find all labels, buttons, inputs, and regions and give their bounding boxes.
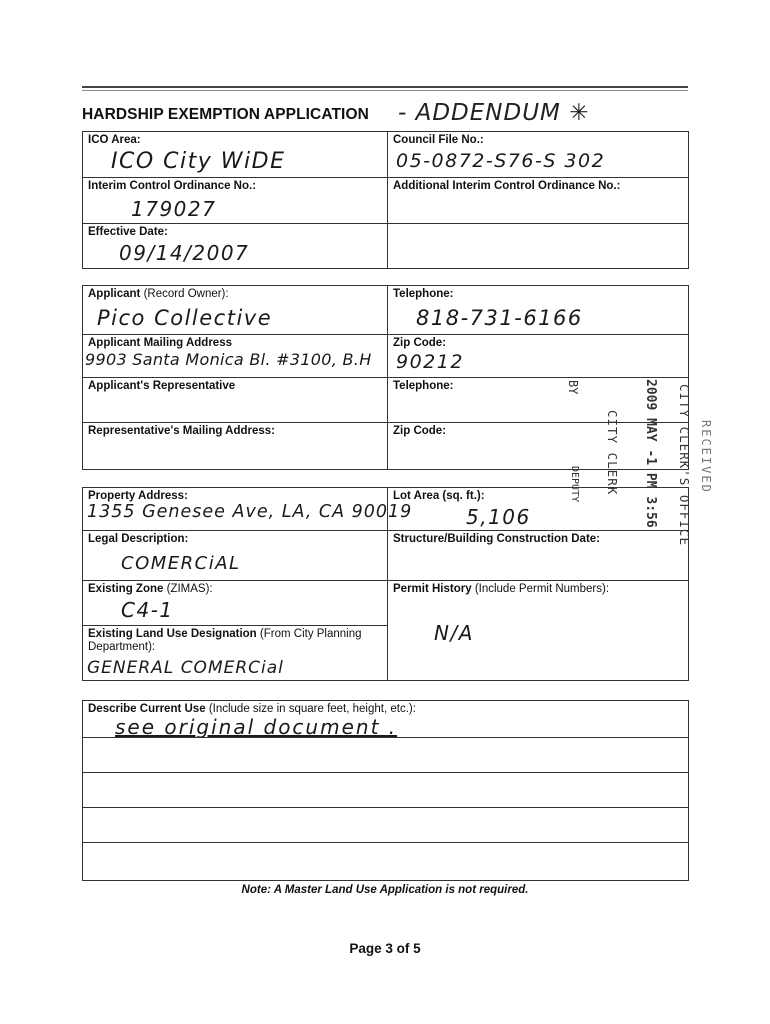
additional-ordinance-label: Additional Interim Control Ordinance No.:: [393, 180, 621, 192]
top-rule-thin: [82, 90, 688, 91]
stamp-by: BY: [566, 380, 580, 395]
council-file-label: Council File No.:: [393, 134, 484, 146]
zone-value: C4-1: [121, 598, 174, 622]
structure-label: Structure/Building Construction Date:: [393, 533, 600, 545]
stamp-received: RECEIVED: [699, 420, 713, 494]
page-number: Page 3 of 5: [349, 941, 421, 956]
telephone-label: Telephone:: [393, 288, 454, 300]
current-use-label: Describe Current Use (Include size in square feet, height, etc.):: [88, 703, 416, 715]
zone-label: Existing Zone (ZIMAS):: [88, 583, 213, 595]
property-value: 1355 Genesee Ave, LA, CA 90019: [87, 502, 413, 522]
current-use-line-3[interactable]: [82, 772, 689, 808]
effective-date-cell[interactable]: [82, 223, 388, 269]
property-cell[interactable]: [82, 487, 413, 531]
applicant-value: Pico Collective: [97, 306, 273, 330]
telephone-cell[interactable]: [387, 285, 689, 335]
current-use-line-4[interactable]: [82, 807, 689, 843]
top-rule: [82, 86, 688, 88]
ico-area-label: ICO Area:: [88, 134, 141, 146]
ordinance-label: Interim Control Ordinance No.:: [88, 180, 257, 192]
applicant-cell[interactable]: [82, 285, 388, 335]
telephone-value: 818-731-6166: [416, 306, 583, 330]
mailing-value: 9903 Santa Monica Bl. #3100, B.H: [85, 350, 372, 369]
zip-cell[interactable]: [387, 334, 689, 378]
stamp-date: 2009 MAY -1 PM 3:56: [643, 379, 658, 528]
zone-cell[interactable]: [82, 580, 388, 626]
zip-label: Zip Code:: [393, 337, 447, 349]
council-file-cell[interactable]: [387, 131, 689, 178]
master-land-use-note: Note: A Master Land Use Application is not required.: [241, 884, 529, 896]
current-use-line-2[interactable]: [82, 737, 689, 773]
permit-value: N/A: [434, 621, 474, 645]
ordinance-value: 179027: [131, 197, 217, 221]
rep-cell[interactable]: [82, 377, 388, 423]
rep-zip-label: Zip Code:: [393, 425, 447, 437]
legal-cell[interactable]: [82, 530, 388, 581]
zip-value: 90212: [396, 351, 464, 373]
permit-label: Permit History (Include Permit Numbers):: [393, 583, 610, 595]
legal-label: Legal Description:: [88, 533, 189, 545]
rep-label: Applicant's Representative: [88, 380, 236, 392]
current-use-value: see original document .: [115, 715, 398, 739]
effective-date-value: 09/14/2007: [119, 241, 250, 265]
form-title: HARDSHIP EXEMPTION APPLICATION: [82, 106, 369, 123]
council-file-value: 05-0872-S76-S 302: [396, 150, 606, 172]
rep-mailing-label: Representative's Mailing Address:: [88, 425, 276, 437]
handwritten-addendum: - ADDENDUM ✳: [398, 100, 590, 126]
ico-area-cell[interactable]: [82, 131, 388, 178]
mailing-cell[interactable]: [82, 334, 388, 378]
ico-area-value: ICO City WiDE: [111, 149, 286, 174]
structure-cell[interactable]: [387, 530, 689, 581]
current-use-line-5[interactable]: [82, 842, 689, 881]
rep-mailing-cell[interactable]: [82, 422, 388, 470]
applicant-label: Applicant (Record Owner):: [88, 288, 229, 300]
additional-ordinance-cell[interactable]: [387, 177, 689, 224]
stamp-city-clerk: CITY CLERK: [605, 410, 620, 496]
land-use-cell[interactable]: [82, 625, 388, 681]
lot-area-label: Lot Area (sq. ft.):: [393, 490, 485, 502]
mailing-label: Applicant Mailing Address: [88, 337, 232, 349]
stamp-deputy: DEPUTY: [569, 466, 580, 503]
property-label: Property Address:: [88, 490, 188, 502]
ordinance-cell[interactable]: [82, 177, 388, 224]
lot-area-value: 5,106: [466, 505, 531, 529]
rep-telephone-label: Telephone:: [393, 380, 454, 392]
lot-area-cell[interactable]: [387, 487, 689, 531]
effective-date-label: Effective Date:: [88, 226, 168, 238]
permit-cell[interactable]: [387, 580, 689, 681]
land-use-value: GENERAL COMERCial: [87, 658, 284, 678]
empty-cell: [387, 223, 689, 269]
stamp-office: CITY CLERK'S OFFICE: [677, 384, 692, 546]
land-use-label: Existing Land Use Designation (From City Planning Department):: [88, 628, 362, 653]
current-use-cell[interactable]: [82, 700, 689, 738]
legal-value: COMERCiAL: [121, 553, 241, 574]
